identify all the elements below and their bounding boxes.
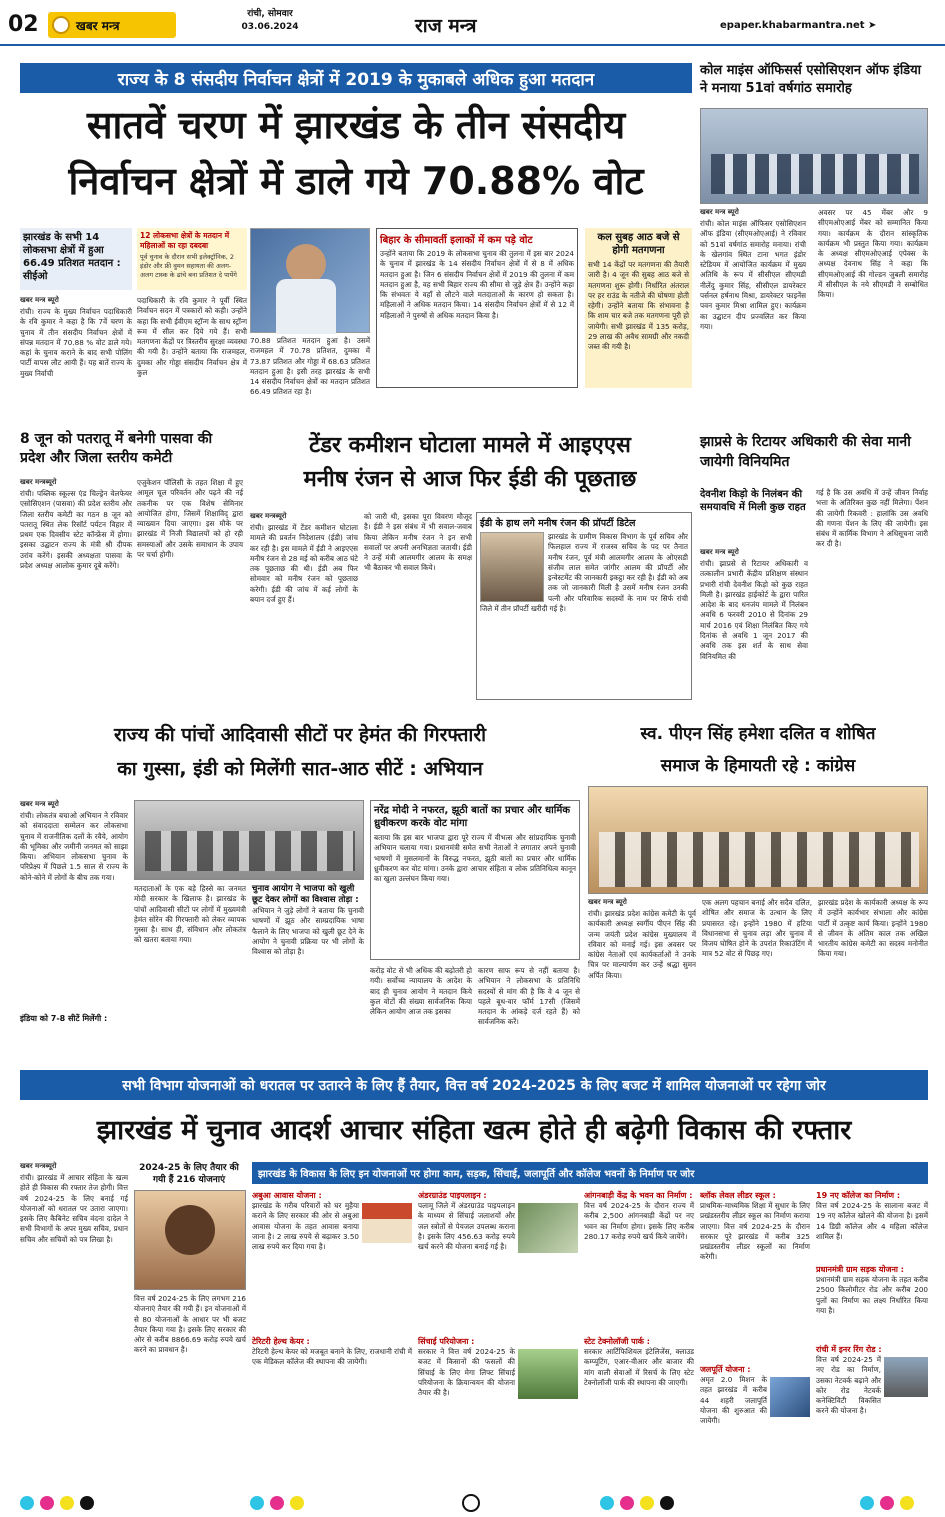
- coal-body-text: रांची। कोल माइंस ऑफिसर एसोसिएशन ऑफ इंडिया (सीएमओएआई) ने रविवार को 51वां वर्षगांठ समारोह मनाया। रांची के खेलगांव स्थित टाना भगत इंडोर स्टेडियम में आयोजित कार्यक्रम में मुख्य अतिथि के रूप में सीसीएल सीएमडी नीलेंदु कुमार सिंह, सीसीएल डायरेक्टर पर्सनल हर्षनाथ मिश्रा, डायरेक्टर फाइनेंस पवन कुमार मिश्रा शामिल हुए। कार्यक्रम का उद्घाटन दीप प्रज्वलित कर किया गया।: [700, 219, 806, 331]
- scheme-pmgsy: [816, 1264, 928, 1340]
- scheme-pmgsy-title: प्रधानमंत्री ग्राम सड़क योजना :: [816, 1265, 904, 1274]
- scheme-pipeline-title: अंडरग्राउंड पाइपलाइन :: [418, 1191, 487, 1200]
- scheme-health-body: टेरिटरी हेल्थ केयर को मजबूत बनाने के लिए, राजधानी रांची में एक मेडिकल कॉलेज की स्थापना की जायेगी।: [252, 1347, 412, 1367]
- bihar-box: [376, 228, 578, 388]
- scheme-anganwadi: [584, 1190, 694, 1330]
- tender-col2: को जारी थी, इसका पूरा विवरण मौजूद है। ईडी ने इस संबंध में भी सवाल-जवाब किया लेकिन मनीष रंजन ने इन सभी सवालों पर अपनी अनभिज्ञता जतायी। ईडी ने उन्हें मंत्री आलमगीर आलम के समक्ष भी बैठाकर भी सवाल किये।: [364, 512, 472, 573]
- scheme-tech-park: [584, 1336, 694, 1464]
- road-photo: [884, 1357, 928, 1397]
- congress-byline: खबर मन्त्र ब्यूरो: [588, 898, 627, 906]
- lead-band-text: राज्य के 8 संसदीय निर्वाचन क्षेत्रों में 2019 के मुकाबले अधिक हुआ मतदान: [117, 69, 595, 90]
- reg-dot-cyan-4: [860, 1496, 874, 1510]
- irrigation-photo: [518, 1349, 578, 1399]
- retired-col2: गई है कि उस अवधि में उन्हें जीवन निर्वाह भत्ता के अतिरिक्त कुछ नहीं मिलेगा। पेंशन की जायेगी रिकवरी : हालांकि उस अवधि की गणना पेंशन के लिए की जायेगी। इस संबंध में कार्मिक विभाग ने अधिसूचना जारी कर दी है।: [816, 488, 928, 549]
- section-title: राज मन्त्र: [415, 15, 477, 37]
- congress-body: [588, 898, 696, 1048]
- lead-band: [20, 63, 692, 93]
- paswa-byline: खबर मन्त्रब्यूरो: [20, 478, 57, 486]
- scheme-college-title: 19 नए कॉलेज का निर्माण :: [816, 1191, 901, 1200]
- reg-dot-yellow-4: [900, 1496, 914, 1510]
- scheme-ring-road-body: वित्त वर्ष 2024-25 में नए रोड का निर्माण, उसका नेटवर्क बढ़ाने और कोर रोड नेटवर्क कनेक्टिविटी विकसित करने की योजना है।: [816, 1355, 881, 1416]
- modi-col2: करोड़ वोट से भी अधिक की बढ़ोतरी हो गयी। सर्वोच्च न्यायालय के आदेश के बाद ही चुनाव आयोग ने मतदान किये कुल वोटों की संख्या सार्वजनिक किया लेकिन आयोग आज तक इसका: [370, 966, 472, 1017]
- scheme-college-body: वित्त वर्ष 2024-25 के सालाना बजट में 19 नए कॉलेज खोलने की योजना है। इसमें 14 डिग्री कॉलेज और 4 महिला कॉलेज शामिल हैं।: [816, 1201, 928, 1241]
- lead-note-2: पूर्व चुनाव के दौरान सभी इलेक्ट्रॉनिक, 2 इंडोर और फ्री वुमन सहायता की अलग-अलग टास्क के ढांचे बना प्रतिशत दे पायेंगे: [140, 253, 237, 279]
- tribal-subhead: इंडिया को 7-8 सीटें मिलेंगी :: [20, 1014, 108, 1023]
- scheme-water-body: अमृत 2.0 मिशन के तहत झारखंड में करीब 44 शहरी जलापूर्ति योजना की शुरुआत की जायेगी।: [700, 1375, 767, 1426]
- page-number: 02: [8, 12, 39, 37]
- bihar-box-body: उन्होंने बताया कि 2019 के लोकसभा चुनाव की तुलना में इस बार 2024 के चुनाव में झारखंड के 14 संसदीय निर्वाचन क्षेत्रों में से 8 में अधिक मतदान हुआ है। जिन 6 संसदीय निर्वाचन क्षेत्रों में 2019 की तुलना में कम मतदान हुआ है, वह सभी बिहार राज्य की सीमा से जुड़े क्षेत्र हैं। उन्होंने कहा कि संभवतः ये वहाँ से लौटने वाले मतदाताओं के कारण हो सकता है। महिलाओं ने अधिक मतदान किया। 14 संसदीय निर्वाचन क्षेत्रों में से 12 में महिलाओं ने पुरुषों से अधिक मतदान किया है।: [380, 249, 574, 320]
- coal-body: [700, 208, 806, 388]
- modi-box-body: बताया कि इस बार भाजपा द्वारा पूरे राज्य में वीभत्स और सांप्रदायिक चुनावी अभियान चलाया गया। प्रधानमंत्री समेत सभी नेताओं ने लगातार अपने चुनावी भाषणों में मुसलमानों के विरुद्ध नफरत, झूठी बातों का प्रचार और धार्मिक ध्रुवीकरण कर वोट मांगा। उनके द्वारा आचार संहिता व लोक प्रतिनिधित्व कानून का खुला उल्लंघन किया गया।: [374, 833, 576, 884]
- tender-property-box: [476, 512, 692, 700]
- retired-body-text: रांची। झाप्रसे से रिटायर अधिकारी व तत्कालीन प्रभारी केंद्रीय प्रशिक्षण संस्थान प्रभारी रांची देवनीश किड़ो को कुछ राहत मिली है। झारखंड हाईकोर्ट के द्वारा पारित आदेश के बाद धनजंय मामले में निलंबन अवधि 6 फरवरी 2010 से दिनांक 29 मार्च 2016 एवं शिक्षा निलंबित किए गये दिनांक से अवधि 1 जून 2017 की अवधि तक इस शर्त के साथ सेवा विनियमित की: [700, 559, 808, 661]
- brand-logo: [48, 12, 176, 38]
- pipeline-photo: [518, 1203, 578, 1253]
- lead-note-box: [137, 228, 247, 290]
- lead-headline-2: निर्वाचन क्षेत्रों में डाले गये 70.88% वोट: [68, 159, 644, 203]
- lead-body-text: रांची। राज्य के मुख्य निर्वाचन पदाधिकारी के रवि कुमार ने कहा है कि 7वें चरण के चुनाव में तीन संसदीय निर्वाचन क्षेत्रों में संपन्न मतदान में 70.88 % वोट डाले गये। कहां के चुनाव कराने के बाद सभी पोलिंग पार्टी वापस लौट आयी हैं। यह बातें राज्य के मुख्य निर्वाची: [20, 307, 132, 378]
- lead-photo: [250, 228, 370, 333]
- page-header: [0, 0, 945, 46]
- congress-photo-people: [599, 832, 919, 887]
- retired-byline: खबर मन्त्र ब्यूरो: [700, 548, 739, 556]
- tribal-photo: [134, 800, 364, 880]
- scheme-college: [816, 1190, 928, 1260]
- tribal-headline-2: का गुस्सा, इंडी को मिलेंगी सात-आठ सीटें : अभियान: [117, 758, 483, 780]
- tribal-col3-body: अभियान ने जुड़े लोगों ने बताया कि चुनावी भाषणों में झूठ और साम्प्रदायिक भाषा फैलाने के लिए भाजपा को खुली छूट देने के आयोग ने चुनावी प्रक्रिया पर भी लोगों के विश्वास को तोड़ा है।: [252, 906, 364, 957]
- tender-byline: खबर मन्त्रब्यूरो: [250, 512, 287, 520]
- lead-subhead: झारखंड के सभी 14 लोकसभा क्षेत्रों में हुआ 66.49 प्रतिशत मतदान : सीईओ: [23, 232, 121, 282]
- brand-name: खबर मन्त्र: [76, 18, 120, 33]
- scheme-water-title: जलपूर्ति योजना :: [700, 1365, 751, 1374]
- tender-box-body: झारखंड के ग्रामीण विकास विभाग के पूर्व सचिव और फिलहाल राज्य में राजस्व सचिव के पद पर तैनात मनीष रंजन, पूर्व मंत्री आलमगीर आलम के ओएसडी संजीव लाल समेत जांगीर आलम की प्रॉपर्टी और इन्वेस्टमेंट की जानकारी इकट्ठा कर रही है। ईडी को अब तक जो जानकारी मिली है उसमें मनीष रंजन उनकी पत्नी और परिवारिक सदस्यों के नाम पर सिर्फ रांची जिले में तीन प्रॉपर्टी खरीदी गई है।: [480, 532, 688, 614]
- modi-box-title: नरेंद्र मोदी ने नफरत, झूठी बातों का प्रचार और धार्मिक ध्रुवीकरण करके वोट मांगा: [374, 805, 571, 829]
- counting-box-body: सभी 14 केंद्रों पर मतगणना की तैयारी जारी है। 4 जून की सुबह आठ बजे से मतगणना शुरू होगी। निर्धारित अंतराल पर हर राउंड के नतीजे की घोषणा होती रहेगी। उन्होंने बताया कि संभावना है कि शाम चार बजे तक मतगणना पूरी हो जायेगी। सभी झारखंड में 135 करोड़, 29 लाख की अवैध सामग्री और नकदी जब्त की गयी है।: [588, 260, 689, 352]
- reg-dot-black-3: [660, 1496, 674, 1510]
- retired-body: [700, 548, 808, 700]
- tender-headline-2: मनीष रंजन से आज फिर ईडी की पूछताछ: [303, 467, 637, 492]
- congress-photo: [588, 786, 928, 894]
- paswa-body: [20, 478, 132, 700]
- scheme-water: [700, 1364, 810, 1464]
- tribal-photo-people: [145, 831, 355, 871]
- budget-band-text: सभी विभाग योजनाओं को धरातल पर उतारने के लिए हैं तैयार, वित्त वर्ष 2024-2025 के लिए बजट में शामिल योजनाओं पर रहेगा जोर: [122, 1077, 826, 1094]
- reg-dot-magenta-3: [620, 1496, 634, 1510]
- site-url-text: epaper.khabarmantra.net: [720, 20, 865, 31]
- scheme-awas-title: अबुआ आवास योजना :: [252, 1191, 322, 1200]
- budget-band: [20, 1070, 928, 1100]
- scheme-leader-school-body: प्राथमिक-माध्यमिक शिक्षा में सुधार के लिए प्रखंडस्तरीय लीडर स्कूल का निर्माण कराया जाएगा। वित्त वर्ष 2024-25 के दौरान सरकार पूरे झारखंड में करीब 325 प्रखंडस्तरीय लीडर स्कूलों का निर्माण करेगी।: [700, 1201, 810, 1262]
- scheme-anganwadi-body: वित्त वर्ष 2024-25 के दौरान राज्य में करीब 2,500 आंगनबाड़ी केंद्रों पर नए भवन का निर्माण होगा। इसके लिए करीब 280.17 करोड़ रुपये खर्च किये जायेंगे।: [584, 1201, 694, 1241]
- reg-dot-yellow-2: [290, 1496, 304, 1510]
- reg-dot-cyan-2: [250, 1496, 264, 1510]
- coal-photo: [700, 108, 928, 204]
- scheme-tech-park-title: स्टेट टेक्नोलॉजी पार्क :: [584, 1337, 650, 1346]
- bihar-box-title: बिहार के सीमावर्ती इलाकों में कम पड़े वोट: [380, 235, 533, 246]
- paswa-body-text: रांची। पब्लिक स्कूल्स एंड चिल्ड्रेन वेलफेयर एसोसिएशन (पासवा) की प्रदेश स्तरीय और जिला स्तरीय कमेटी का गठन 8 जून को पतरातू स्थित लेक रिसॉर्ट पर्यटन विहार में प्रथम एक दिवसीय स्टेट कॉन्फ्रेंस में होगा। इसका उद्घाटन राज्य के मंत्री श्री दीपक उरांव करेंगे। इसकी अध्यक्षता पासवा के प्रदेश अध्यक्ष आलोक कुमार दूबे करेंगे।: [20, 489, 132, 571]
- speaker-figure: [286, 244, 326, 284]
- lead-subhead-box: [20, 228, 132, 290]
- scheme-irrigation-body: सरकार ने वित्त वर्ष 2024-25 के बजट में किसानों की फसलों की सिंचाई के लिए मेगा लिफ्ट सिंचाई परियोजना के क्रियान्वयन की योजना तैयार की है।: [418, 1347, 515, 1398]
- tender-body: [250, 512, 358, 700]
- reg-dot-magenta: [40, 1496, 54, 1510]
- scheme-ring-road: [816, 1344, 928, 1464]
- scheme-ring-road-title: रांची में इनर रिंग रोड :: [816, 1345, 882, 1354]
- tribal-col3: [252, 884, 364, 1048]
- reg-dot-cyan-3: [600, 1496, 614, 1510]
- budget-body-text: रांची। झारखंड में आचार संहिता के खत्म होते ही विकास की रफ्तार तेज होगी। वित्त वर्ष 2024-25 के लिए बनाई गई योजनाओं को धरातल पर उतारा जाएगा। इसके लिए कैबिनेट सचिव वंदना दादेल ने सभी विभागों के अपर मुख्य सचिव, प्रधान सचिव और सचिवों को पत्र लिखा है।: [20, 1173, 128, 1244]
- reg-crosshair-icon: [462, 1494, 480, 1512]
- coal-photo-people: [711, 154, 919, 194]
- house-icon: [362, 1203, 412, 1243]
- budget-body: [20, 1162, 128, 1464]
- coal-headline: कोल माइंस ऑफिसर्स एसोसिएशन ऑफ इंडिया ने मनाया 51वां वर्षगांठ समारोह: [700, 63, 922, 96]
- paswa-col2: एजुकेशन पॉलिसी के तहत शिक्षा में हुए आमूल चूल परिवर्तन और पढ़ने की नई तकनीक पर एक विशेष सेमिनार आयोजित होगा, जिसमें शिक्षाविद् द्वारा व्याख्यान दिया जाएगा। इस मौके पर झारखंड में निजी विद्यालयों को हो रही समस्याओं और उसके समाधान के उपाय पर चर्चा होगी।: [137, 478, 243, 560]
- congress-col2: एक अलग पहचान बनाई और सदैव दलित, शोषित और समाज के उत्थान के लिए प्रयासरत रहे। इन्होंने 1980 में हटिया विधानसभा से चुनाव लड़ा और चुनाव में विजय घोषित होने के उपरांत रिकाउंटिंग में मात्र 52 वोट से पिछड़ गए।: [702, 898, 812, 959]
- reg-dot-yellow: [60, 1496, 74, 1510]
- lead-byline: खबर मन्त्र ब्यूरो: [20, 296, 59, 304]
- congress-headline-1: स्व. पीएन सिंह हमेशा दलित व शोषित: [640, 724, 876, 744]
- reg-dot-yellow-3: [640, 1496, 654, 1510]
- brand-mark-icon: [52, 16, 70, 34]
- modi-col3: कारण साफ रूप से नहीं बताया है। अभियान ने लोकसभा के प्रतिनिधि सदस्यों से मांग की है कि वे 4 जून से पहले बूथ-वार फॉर्म 17सी (जिसमें मतदान के आंकड़े दर्ज रहते हैं) को सार्वजनिक करें।: [478, 966, 580, 1027]
- budget-col2: वित्त वर्ष 2024-25 के लिए लगभग 216 योजनाएं तैयार की गयी हैं। इन योजनाओं में से 80 योजनाओं के आधार पर भी बजट तैयार किया गया है। इसके लिए सरकार की ओर से करीब 8866.69 करोड़ रुपये खर्च करने का प्रावधान है।: [134, 1294, 246, 1355]
- tribal-headline-1: राज्य की पांचों आदिवासी सीटों पर हेमंत की गिरफ्तारी: [113, 724, 487, 746]
- dateline: [235, 8, 305, 34]
- budget-strip-text: झारखंड के विकास के लिए इन योजनाओं पर होगा काम, सड़क, सिंचाई, जलापूर्ति और कॉलेज भवनों के निर्माण पर जोर: [258, 1169, 695, 1180]
- water-tap-photo: [770, 1377, 810, 1417]
- footer-registration-marks: [0, 1490, 945, 1517]
- coal-side-text: अवसर पर 45 मेंबर और 9 सीएमओएआई मेंबर को सम्मानित किया गया। कार्यक्रम के दौरान सांस्कृतिक कार्यक्रम भी प्रस्तुत किया गया। कार्यक्रम के अध्यक्ष सीएमओएआई एपेक्स के अध्यक्ष देवनाथ सिंह ने कहा कि सीएमओएआई की गोल्डन जुबली समारोह में सीसीएल के नये सीएमडी ने सम्बोधित किया।: [818, 208, 928, 300]
- budget-strip: [252, 1162, 928, 1184]
- tribal-body: [20, 800, 128, 1048]
- lead-col2: पदाधिकारी के रवि कुमार ने पूर्वी स्थित निर्वाचन सदन में पत्रकारों को कही। उन्होंने कहा कि सभी ईवीएम स्ट्रॉन्ग के साथ स्ट्रॉन्ग रूम में सील कर दिये गये हैं। सभी मतगणना केंद्रों पर त्रिस्तरीय सुरक्षा व्यवस्था की गयी है। उन्होंने बताया कि राजमहल, दुमका और गोड्डा संसदीय निर्वाचन क्षेत्र में कुल: [137, 296, 247, 378]
- counting-box-title: कल सुबह आठ बजे से होगी मतगणना: [597, 232, 680, 256]
- lead-headline-1: सातवें चरण में झारखंड के तीन संसदीय: [86, 103, 626, 147]
- scheme-leader-school: [700, 1190, 810, 1360]
- scheme-pipeline: [418, 1190, 578, 1330]
- congress-headline-2: समाज के हिमायती रहे : कांग्रेस: [660, 756, 856, 776]
- budget-byline: खबर मन्त्रब्यूरो: [20, 1162, 57, 1170]
- cursor-icon: ➤: [868, 20, 877, 31]
- paswa-headline: 8 जून को पतरातू में बनेगी पासवा की प्रदेश और जिला स्तरीय कमेटी: [20, 431, 213, 466]
- coal-byline: खबर मन्त्र ब्यूरो: [700, 208, 739, 216]
- budget-photo-caption: 2024-25 के लिए तैयार की गयी हैं 216 योजनाएं: [139, 1163, 239, 1185]
- budget-headline: झारखंड में चुनाव आदर्श आचार संहिता खत्म होते ही बढ़ेगी विकास की रफ्तार: [96, 1115, 852, 1146]
- site-url[interactable]: [720, 20, 876, 31]
- tender-headline-1: टेंडर कमीशन घोटाला मामले में आइएएस: [309, 433, 631, 458]
- modi-box: [370, 800, 580, 960]
- lead-body: [20, 296, 132, 388]
- counting-box: [585, 228, 692, 388]
- scheme-pmgsy-body: प्रधानमंत्री ग्राम सड़क योजना के तहत करीब 2500 किलोमीटर रोड और करीब 200 पुलों का निर्माण का लक्ष्य निर्धारित किया गया है।: [816, 1275, 928, 1315]
- dateline-city-day: रांची, सोमवार: [247, 9, 293, 19]
- tender-body-text: रांची। झारखंड में टेंडर कमीशन घोटाला मामले की प्रवर्तन निदेशालय (ईडी) जांच कर रही है। इस मामले में ईडी ने आइएएस मनीष रंजन से 28 मई को करीब आठ घंटे तक पूछताछ की थी। ईडी अब फिर सोमवार को मनीष रंजन को पूछताछ करेगी। ईडी की जांच में कई लोगों के बयान दर्ज हुए हैं।: [250, 523, 358, 605]
- tribal-byline: खबर मन्त्र ब्यूरो: [20, 800, 59, 808]
- scheme-health-title: टेरिटरी हेल्थ केयर :: [252, 1337, 310, 1346]
- scheme-awas-body: झारखंड के गरीब परिवारों को घर मुहैया कराने के लिए सरकार की ओर से अबुआ आवास योजना के तहत आवास बनाया जाना है। 2 लाख रुपये से बढ़ाकर 3.50 लाख रुपये कर दिया गया है।: [252, 1201, 359, 1252]
- reg-dot-black: [80, 1496, 94, 1510]
- reg-dot-magenta-4: [880, 1496, 894, 1510]
- scheme-irrigation-title: सिंचाई परियोजना :: [418, 1337, 475, 1346]
- budget-photo-figure: [165, 1205, 215, 1255]
- scheme-tech-park-body: सरकार आर्टिफिशियल इंटेलिजेंस, क्लाउड कम्प्यूटिंग, एआर-वीआर और बाजार की मांग वाली सेवाओं में रिसर्च के लिए स्टेट टेक्नोलॉजी पार्क की स्थापना की जाएगी।: [584, 1347, 694, 1387]
- scheme-leader-school-title: ब्लॉक लेवल लीडर स्कूल :: [700, 1191, 776, 1200]
- tribal-col3-title: चुनाव आयोग ने भाजपा को खुली छूट देकर लोगों का विश्वास तोड़ा :: [252, 884, 359, 905]
- manish-photo: [480, 532, 544, 602]
- retired-sub: देवनीश किड़ो के निलंबन की समयावधि में मिली कुछ राहत: [700, 489, 806, 513]
- lead-note: 12 लोकसभा क्षेत्रों के मतदान में महिलाओं का रहा दबदबा: [140, 231, 230, 250]
- reg-dot-cyan: [20, 1496, 34, 1510]
- tribal-body-text: रांची। लोकतंत्र बचाओ अभियान ने रविवार को संवाददाता सम्मेलन कर लोकसभा चुनाव में राजनीतिक दलों के रवैये, आयोग की भूमिका और जमीनी जनमत को साझा किया। अभियान लोकसभा चुनाव के परिप्रेक्ष्य में पिछले 1.5 साल से राज्य के कोने-कोने में लोगों के बीच तक गया।: [20, 811, 128, 882]
- congress-body-text: रांची। झारखंड प्रदेश कांग्रेस कमेटी के पूर्व कार्यकारी अध्यक्ष स्वर्गीय पीएन सिंह की जन्म जयंती प्रदेश कांग्रेस मुख्यालय में रविवार को मनाई गई। इस अवसर पर कांग्रेस नेताओं एवं कार्यकर्ताओं ने उनके चित्र पर माल्यार्पण कर उन्हें श्रद्धा सुमन अर्पित किया।: [588, 909, 696, 980]
- lead-col3: 70.88 प्रतिशत मतदान हुआ है। उसमें राजमहल में 70.78 प्रतिशत, दुमका में 73.87 प्रतिशत और गोड्डा में 68.63 प्रतिशत मतदान हुआ है। इसी तरह झारखंड के सभी 14 संसदीय निर्वाचन क्षेत्रों का मतदान प्रतिशत 66.49 प्रतिशत रहा है।: [250, 336, 370, 397]
- budget-photo: [134, 1190, 246, 1290]
- scheme-anganwadi-title: आंगनबाड़ी केंद्र के भवन का निर्माण :: [584, 1191, 693, 1200]
- scheme-irrigation: [418, 1336, 578, 1464]
- retired-headline: झाप्रसे के रिटायर अधिकारी की सेवा मानी जायेगी विनियमित: [700, 434, 911, 470]
- tribal-col2: मतदाताओं के एक बड़े हिस्से का जनमत मोदी सरकार के खिलाफ है। झारखंड के पांचों आदिवासी सीटों पर लोगों में मुख्यमंत्री हेमंत सोरेन की गिरफ्तारी को लेकर व्यापक गुस्सा है। साथ ही, संविधान और लोकतंत्र को खतरा बताया गया।: [134, 884, 246, 945]
- reg-dot-magenta-2: [270, 1496, 284, 1510]
- scheme-awas: [252, 1190, 412, 1330]
- tender-box-title: ईडी के हाथ लगे मनीष रंजन की प्रॉपर्टी डिटेल: [480, 518, 636, 529]
- scheme-pipeline-body: पलामू जिले में अंडरग्राउंड पाइपलाइन के माध्यम से सिंचाई जलाशयों और जल स्त्रोतों से पेयजल उपलब्ध कराना है। इसके लिए 456.63 करोड़ रुपये खर्च करने की योजना बनाई गई है।: [418, 1201, 515, 1252]
- dateline-date: 03.06.2024: [241, 22, 299, 32]
- scheme-health: [252, 1336, 412, 1464]
- congress-col3: झारखंड प्रदेश के कार्यकारी अध्यक्ष के रूप में उन्होंने कार्यभार संभाला और कांग्रेस पार्टी में उत्कृष्ट कार्य किया। इन्होंने 1980 से जीवन के अंतिम काल तक अखिल भारतीय कांग्रेस कमेटी का सदस्य मनोनीत किया गया।: [818, 898, 928, 959]
- speaker-body: [276, 279, 336, 334]
